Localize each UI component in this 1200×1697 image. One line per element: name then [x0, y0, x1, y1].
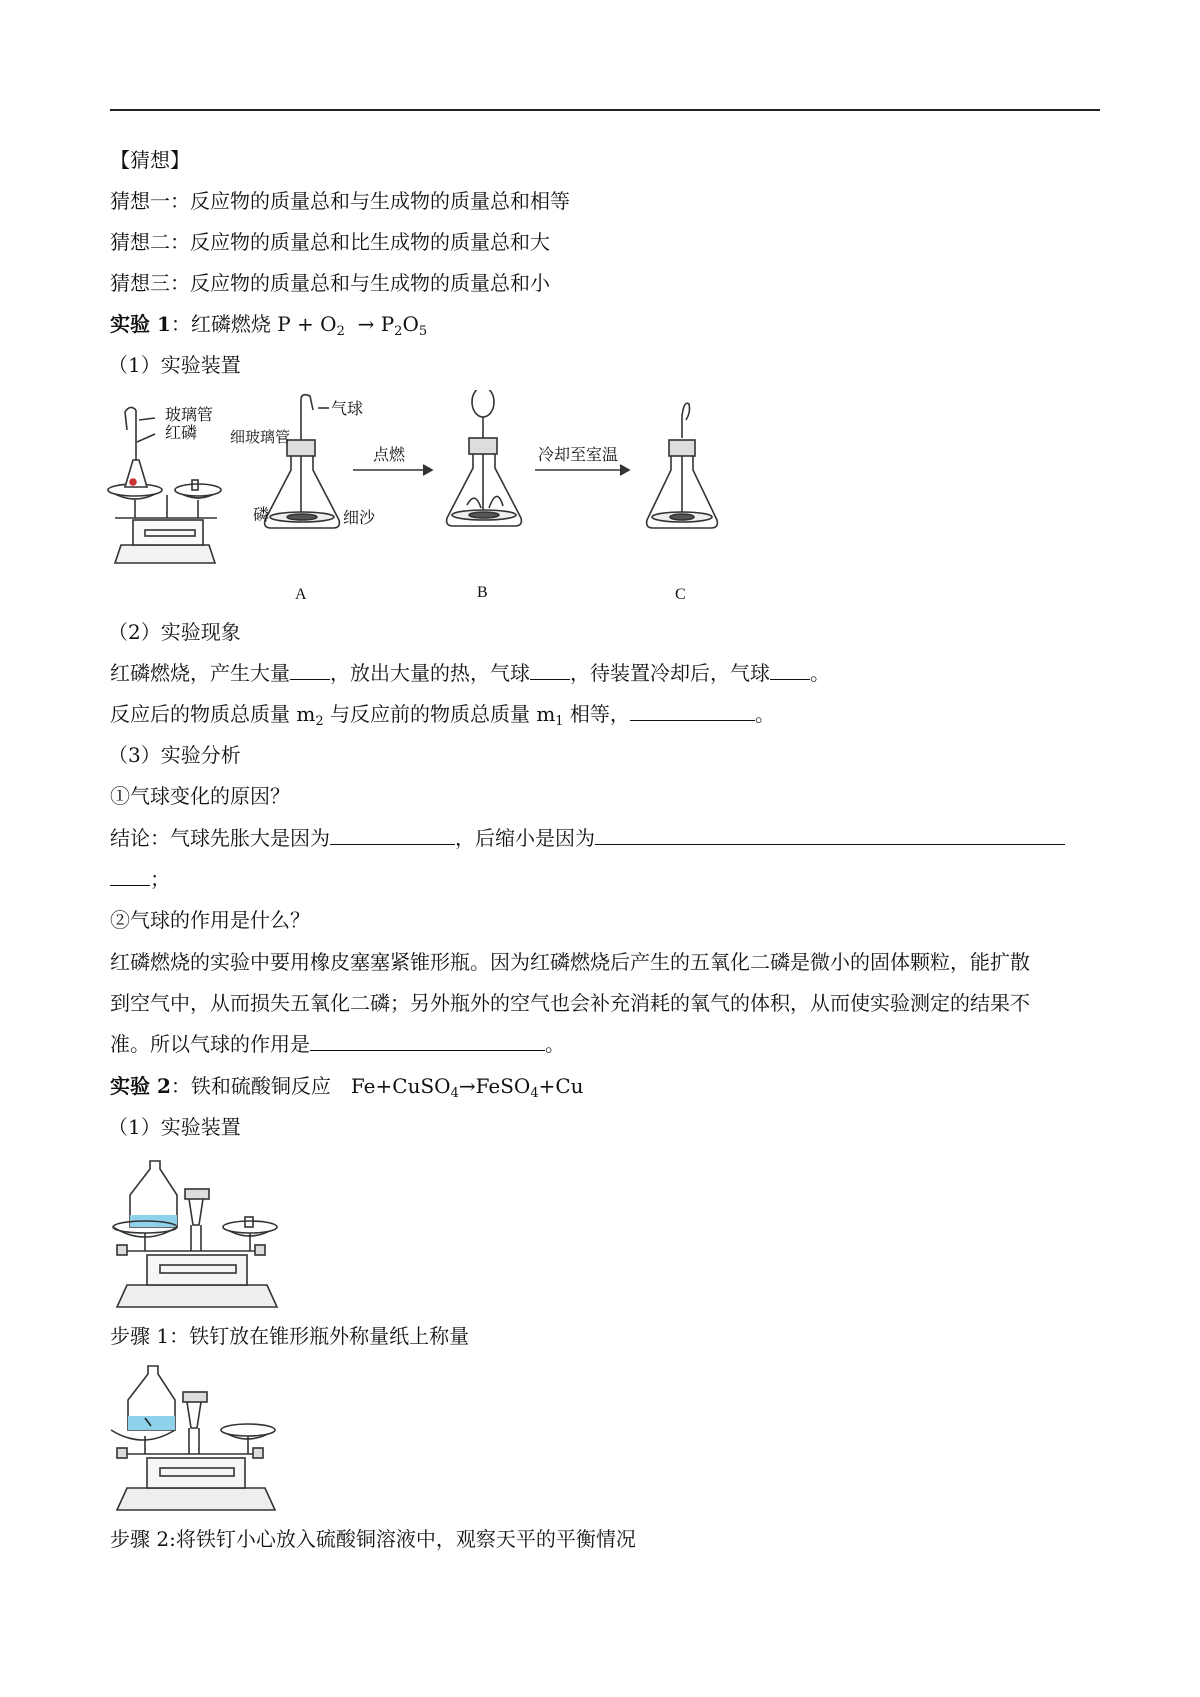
- label-p: 磷: [253, 505, 270, 524]
- text: 准。所以气球的作用是: [110, 1032, 310, 1056]
- guess-2: 猜想二：反应物的质量总和比生成物的质量总和大: [110, 230, 550, 254]
- paragraph-line-1: 红磷燃烧的实验中要用橡皮塞塞紧锥形瓶。因为红磷燃烧后产生的五氧化二磷是微小的固体颗粒，能扩散: [110, 950, 1030, 974]
- answer-blank[interactable]: [330, 826, 455, 845]
- answer-blank[interactable]: [770, 661, 810, 680]
- flask-b-label: B: [477, 584, 488, 601]
- answer-blank[interactable]: [530, 661, 570, 680]
- answer-blank[interactable]: [110, 867, 150, 886]
- text: 相等，: [563, 702, 630, 726]
- text: 与反应前的物质总质量 m: [323, 702, 556, 726]
- text: +Cu: [538, 1074, 584, 1098]
- guess-1: 猜想一：反应物的质量总和与生成物的质量总和相等: [110, 189, 570, 213]
- step-2: 步骤 2:将铁钉小心放入硫酸铜溶液中，观察天平的平衡情况: [110, 1527, 636, 1551]
- text: 。: [810, 661, 830, 685]
- label-ignite: 点燃: [373, 445, 406, 464]
- flask-a-label: A: [295, 586, 307, 603]
- sub: 2: [315, 714, 324, 729]
- arrow: → P: [357, 312, 395, 336]
- guess-heading: 【猜想】: [110, 148, 190, 172]
- text: 红磷燃烧，产生大量: [110, 661, 290, 685]
- label-red-p: 红磷: [165, 423, 198, 442]
- exp2-setup-label: （1）实验装置: [108, 1115, 241, 1139]
- answer-blank[interactable]: [290, 661, 330, 680]
- sub: 2: [336, 324, 345, 339]
- label-thin-tube: 细玻璃管: [230, 428, 291, 446]
- text: 结论：气球先胀大是因为: [110, 826, 330, 850]
- sub: 2: [394, 324, 403, 339]
- label-cool: 冷却至室温: [538, 445, 619, 464]
- header-rule: [110, 109, 1100, 111]
- guess-3: 猜想三：反应物的质量总和与生成物的质量总和小: [110, 271, 550, 295]
- exp1-desc: ：红磷燃烧 P + O: [170, 312, 337, 336]
- question-1: ①气球变化的原因？: [110, 784, 290, 808]
- answer-blank[interactable]: [595, 826, 1065, 845]
- label-balloon: 气球: [331, 399, 364, 418]
- exp1-apparatus-figure: [105, 390, 805, 615]
- flask-c-label: C: [675, 586, 686, 603]
- text: ，放出大量的热，气球: [330, 661, 530, 685]
- exp1-title-line: [110, 312, 428, 339]
- analysis-label: （3）实验分析: [108, 743, 241, 767]
- text: ，后缩小是因为: [455, 826, 595, 850]
- exp1-setup-label: （1）实验装置: [108, 353, 241, 377]
- phenomenon-label: （2）实验现象: [108, 620, 241, 644]
- text: ，待装置冷却后，气球: [570, 661, 770, 685]
- conclusion-line-2: [110, 867, 170, 891]
- sub: 1: [555, 714, 564, 729]
- exp2-balance-figure-2: [105, 1360, 285, 1520]
- text: 。: [545, 1032, 565, 1056]
- answer-blank[interactable]: [630, 702, 755, 721]
- flask-a-icon: [265, 395, 340, 528]
- text: 。: [754, 702, 775, 726]
- text: 反应后的物质总质量 m: [110, 702, 316, 726]
- text: ：铁和硫酸铜反应 Fe+CuSO: [170, 1074, 451, 1098]
- sub: 4: [530, 1086, 539, 1101]
- paragraph-line-2: 到空气中，从而损失五氧化二磷；另外瓶外的空气也会补充消耗的氧气的体积，从而使实验测定的结果不: [110, 991, 1030, 1015]
- exp2-balance-figure-1: [105, 1155, 285, 1315]
- step-1: 步骤 1：铁钉放在锥形瓶外称量纸上称量: [110, 1324, 470, 1348]
- exp2-title: 实验 2: [110, 1074, 171, 1098]
- conclusion-line: [110, 826, 1065, 850]
- paragraph-line-3: [110, 1032, 565, 1056]
- flask-b-icon: [447, 390, 522, 526]
- question-2: ②气球的作用是什么？: [110, 908, 310, 932]
- phenomenon-line-2: [110, 702, 775, 729]
- sub: 4: [450, 1086, 459, 1101]
- answer-blank[interactable]: [310, 1032, 545, 1051]
- phenomenon-line-1: [110, 661, 830, 685]
- sub: 5: [418, 324, 428, 339]
- flask-c-icon: [647, 403, 718, 528]
- text: →FeSO: [458, 1074, 531, 1098]
- label-sand: 细沙: [343, 508, 376, 527]
- exp1-title: 实验 1: [110, 312, 171, 336]
- label-glass-tube: 玻璃管: [165, 405, 214, 424]
- exp2-title-line: [110, 1074, 584, 1101]
- text: ；: [150, 867, 170, 891]
- o: O: [402, 312, 419, 336]
